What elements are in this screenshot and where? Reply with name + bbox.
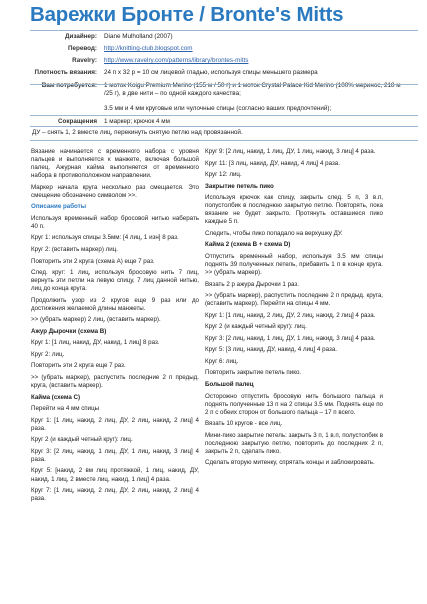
info-divider xyxy=(30,84,418,85)
info-label: Плотность вязания: xyxy=(34,69,97,76)
info-value: 24 п x 32 р = 10 см лицевой гладью, используя спицы меньшего размера xyxy=(104,69,318,76)
info-label: Дизайнер: xyxy=(64,33,97,40)
paragraph: Сделать вторую митенку, спрятать концы и заблокировать. xyxy=(205,459,375,467)
info-label: Перевод: xyxy=(67,45,97,52)
info-label: Ravelry: xyxy=(72,57,97,64)
paragraph: Круг 12: лиц. xyxy=(205,171,242,179)
subsection-heading: Закрытие петель пико xyxy=(205,182,274,190)
paragraph: Повторить закрытие петель пико. xyxy=(205,369,302,377)
subsection-heading: Кайма 2 (схема В + схема D) xyxy=(205,241,291,249)
paragraph: Круг 2: лиц. xyxy=(31,350,65,358)
info-divider xyxy=(30,115,418,116)
paragraph: Повторить эти 2 круга еще 7 раз. xyxy=(31,362,126,370)
translation-link[interactable]: http://knitting-club.blogspot.com xyxy=(104,45,193,52)
paragraph: Мини-пико закрытие петель: закрыть 3 п, 1 в.п, полустолбик в последнюю закрытую петлю, повторить до последних 2 п, закрыть 2 п, сделать пико. xyxy=(205,431,383,455)
subsection-heading: Кайма (схема С) xyxy=(31,393,81,401)
info-label: Сокращения xyxy=(57,118,97,125)
paragraph: Используя временный набор бросовой нитью наберать 40 п. xyxy=(31,214,199,230)
paragraph: Следить, чтобы пико попадало на верхушку ДУ. xyxy=(205,229,343,237)
paragraph: Круг 2 (и каждый четный круг): лиц. xyxy=(31,436,133,444)
section-heading: Описание работы xyxy=(31,203,86,211)
section-divider xyxy=(30,140,418,141)
paragraph: Круг 1: [1 лиц, накид, 2 лиц, ДУ, 2 лиц, накид, 2 лиц] 4 раза. xyxy=(205,311,376,319)
paragraph: Круг 3: [2 лиц, накид, 1 лиц, ДУ, 1 лиц, накид, 3 лиц] 4 раза. xyxy=(205,334,376,342)
paragraph: Продолжить узор из 2 кругов еще 9 раз или до достижения желаемой длины манжеты. xyxy=(31,296,199,312)
paragraph: Вязание начинается с временного набора с уровня пальцев и выполняется к манжете, включая большой палец. Ажурная кайма выполняется от временного набора в противоположном направлении. xyxy=(31,148,199,180)
info-value: 1 моток Koigu Premium Merino (155 м / 50 г) и 1 моток Crystal Palace Kid Merino (100% меринос, 218 м /25 г), в две нити – по одной каждого качества; xyxy=(104,82,401,97)
info-divider xyxy=(30,126,418,127)
info-value: 3.5 мм и 4 мм круговые или чулочные спицы (согласно ваших предпочтений); xyxy=(104,105,332,112)
paragraph: Круг 7: [1 лиц, накид, 2 лиц, ДУ, 2 лиц, накид, 2 лиц] 4 раза. xyxy=(31,487,199,503)
instructions-left-column xyxy=(31,148,199,507)
paragraph: >> (убрать маркер), распустить последние 2 п предыд. круга, (вставить маркер). Перейти на спицы 4 мм. xyxy=(205,292,383,308)
instructions-right-column xyxy=(205,148,383,471)
info-value: 1 маркер; крючок 4 мм xyxy=(104,118,170,125)
paragraph: Круг 2: (вставить маркер) лиц. xyxy=(31,245,118,253)
paragraph: Вязать 2 р ажура Дырочки 1 раз. xyxy=(205,280,299,288)
paragraph: Круг 1: [1 лиц, накид, 2 лиц, ДУ, 2 лиц, накид, 2 лиц] 4 раза. xyxy=(31,416,199,432)
ravelry-link[interactable]: http://www.ravelry.com/patterns/library/brontes-mitts xyxy=(104,57,249,64)
abbreviation-note: ДУ – снять 1, 2 вместе лиц, перекинуть снятую петлю над провязанной. xyxy=(32,129,243,136)
title-divider xyxy=(30,30,418,31)
paragraph: Круг 11: [3 лиц, накид, ДУ, накид, 4 лиц] 4 раза. xyxy=(205,159,340,167)
info-value: Diane Mulholland (2007) xyxy=(104,33,173,40)
paragraph: Круг 5: [накид, 2 вм лиц протяжкой, 1 лиц, накид, ДУ, накид, 1 лиц, 2 вместе лиц, накид, 1 лиц] 4 раза. xyxy=(31,467,199,483)
paragraph: Вязать 10 кругов - все лиц. xyxy=(205,420,283,428)
paragraph: Круг 2 (и каждый четный круг): лиц. xyxy=(205,323,307,331)
paragraph: Маркер начала круга несколько раз смещается. Это смещение обозначено символом >>. xyxy=(31,183,199,199)
paragraph: Отпустить временный набор, используя 3.5 мм спицы поднять 39 полученных петель, прибавить 1 п в конце круга. >> (убрать маркер). xyxy=(205,252,383,277)
paragraph: Круг 1: [1 лиц, накид, ДУ, накид, 1 лиц] 8 раз. xyxy=(31,339,160,347)
paragraph: Круг 5: [3 лиц, накид, ДУ, накид, 4 лиц] 4 раза. xyxy=(205,346,337,354)
paragraph: Круг 6: лиц. xyxy=(205,357,239,365)
paragraph: Перейти на 4 мм спицы xyxy=(31,405,100,413)
paragraph: Круг 9: [2 лиц, накид, 1 лиц, ДУ, 1 лиц, накид, 3 лиц] 4 раза. xyxy=(205,148,376,155)
subsection-heading: Ажур Дырочки (схема В) xyxy=(31,327,107,335)
paragraph: >> (убрать маркер), распустить последние 2 п предыд. круга, (вставить маркер). xyxy=(31,374,199,390)
paragraph: Повторить эти 2 круга (схема А) еще 7 раз. xyxy=(31,257,155,265)
paragraph: Используя крючок как спицу, закрыть след. 5 п, 3 в.п, полустолбик в последнюю закрытую петлю. Повторять, пока вязание не будет закрыто. Протянуть оставшиеся пико каждые 5 п. xyxy=(205,194,383,226)
paragraph: Круг 3: [2 лиц, накид, 1 лиц, ДУ, 1 лиц, накид, 3 лиц] 4 раза. xyxy=(31,447,199,463)
paragraph: След. круг: 1 лиц, используя бросовую нить 7 лиц, вернуть эти петли на левую спицу, 7 лиц данной нитью, лиц до конца круга. xyxy=(31,269,199,293)
subsection-heading: Большой палец xyxy=(205,381,254,389)
paragraph: Осторожно отпустить бросовую нить большого пальца и поднять полученные 13 п на 2 спицы 3.5 мм. Поднять еще по 2 п с обеих сторон от большого пальца – 17 п всего. xyxy=(205,392,383,416)
page-title: Варежки Бронте / Bronte's Mitts xyxy=(30,3,344,26)
paragraph: Круг 1: используя спицы 3.5мм: [4 лиц, 1 изн] 8 раз. xyxy=(31,234,179,242)
info-label: Вам потребуется: xyxy=(41,82,97,89)
paragraph: >> (убрать маркер) 2 лиц, (вставить маркер). xyxy=(31,316,161,324)
